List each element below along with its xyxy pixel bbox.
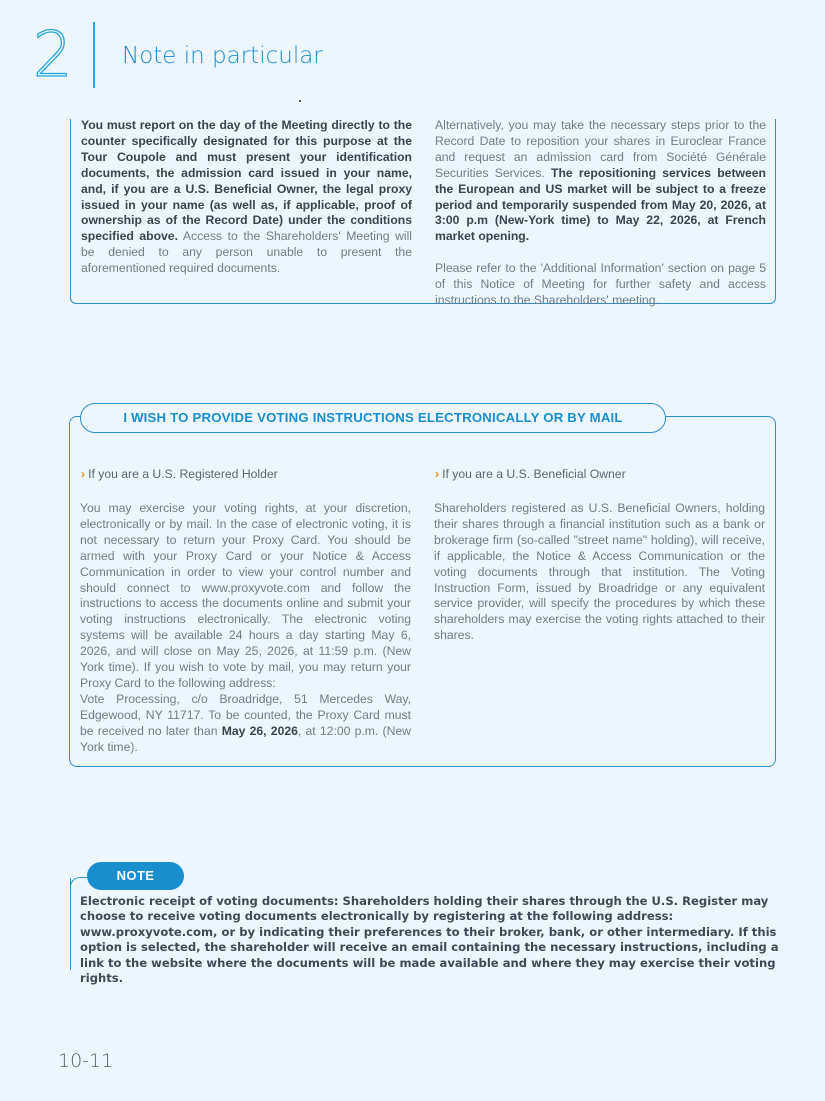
note-text: Electronic receipt of voting documents: Shareholders holding their shares through the U.S. Register may choose to receive voting documents electronically by registering at the following address: www.proxyvote.com, or by indicating their preferences to their broker, bank, or other intermediary. If this option is selected, the shareholder will receive an email containing the necessary instructions, including a link to the website where the documents will be made available and where they may exercise their voting rights. bbox=[80, 894, 779, 986]
admission-right-bold: The repositioning services between the European and US market will be subject to a freeze period and temporarily suspended from May 20, 2026, at 3:00 p.m (New-York time) to May 22, 2026, at French market opening. bbox=[435, 165, 766, 244]
chevron-right-icon: › bbox=[435, 467, 440, 481]
registered-holder-label: If you are a U.S. Registered Holder bbox=[88, 467, 278, 481]
registered-holder-text-3: , at 12:00 p.m. (New York time). bbox=[80, 723, 411, 754]
admission-right-paragraph-1 bbox=[435, 118, 766, 245]
registered-holder-text bbox=[80, 501, 411, 756]
admission-right-column bbox=[435, 118, 766, 309]
voting-instructions-title: I WISH TO PROVIDE VOTING INSTRUCTIONS ELECTRONICALLY OR BY MAIL bbox=[80, 403, 666, 433]
admission-right-paragraph-2: Please refer to the 'Additional Information' section on page 5 of this Notice of Meeting for further safety and access instructions to the Shareholders' meeting. bbox=[435, 261, 766, 307]
stray-dot bbox=[299, 100, 301, 102]
section-number: 2 bbox=[33, 18, 73, 91]
registered-holder-text-1: You may exercise your voting rights, at your discretion, electronically or by mail. In the case of electronic voting, it is not necessary to return your Proxy Card. You should be armed with your Proxy Card or your Notice & Access Communication in order to view your control number and should connect to www.proxyvote.com and follow the instructions to access the documents online and submit your voting instructions electronically. The electronic voting systems will be available 24 hours a day starting May 6, 2026, and will close on May 25, 2026, at 11:59 p.m. (New York time). If you wish to vote by mail, you may return your Proxy Card to the following address: bbox=[80, 501, 411, 690]
chevron-right-icon: › bbox=[81, 467, 86, 481]
admission-right-regular: Alternatively, you may take the necessary steps prior to the Record Date to reposition your shares in Euroclear France and request an admission card from Société Générale Securities Services. bbox=[435, 118, 766, 180]
deadline-date: May 26, 2026 bbox=[221, 723, 298, 738]
registered-holder-text-2: Vote Processing, c/o Broadridge, 51 Mercedes Way, Edgewood, NY 11717. To be counted, the Proxy Card must be received no later than bbox=[80, 691, 411, 738]
admission-left-regular: Access to the Shareholders' Meeting will be denied to any person unable to present the aforementioned required documents. bbox=[81, 229, 413, 276]
admission-left-column bbox=[81, 118, 412, 277]
beneficial-owner-label: If you are a U.S. Beneficial Owner bbox=[442, 467, 626, 481]
admission-left-bold: You must report on the day of the Meeting directly to the counter specifically designated for this purpose at the Tour Coupole and must present your identification documents, the admission card issued in your name, and, if you are a U.S. Beneficial Owner, the legal proxy issued in your name (as well as, if applicable, proof of ownership as of the Record Date) under the conditions specified above. bbox=[81, 118, 412, 244]
page-title: Note in particular bbox=[122, 43, 323, 69]
page-number: 10-11 bbox=[58, 1050, 114, 1072]
beneficial-owner-subhead bbox=[435, 466, 626, 482]
admission-left-paragraph bbox=[81, 118, 412, 277]
note-badge: NOTE bbox=[87, 862, 184, 890]
registered-holder-subhead bbox=[81, 466, 278, 482]
header-divider bbox=[93, 22, 95, 88]
beneficial-owner-text: Shareholders registered as U.S. Beneficial Owners, holding their shares through a financial institution such as a bank or brokerage firm (so-called "street name" holding), will receive, if applicable, the Notice & Access Communication or the voting documents through that institution. The Voting Instruction Form, issued by Broadridge or any equivalent service provider, will specify the procedures by which these shareholders may exercise the voting rights attached to their shares. bbox=[434, 501, 765, 643]
